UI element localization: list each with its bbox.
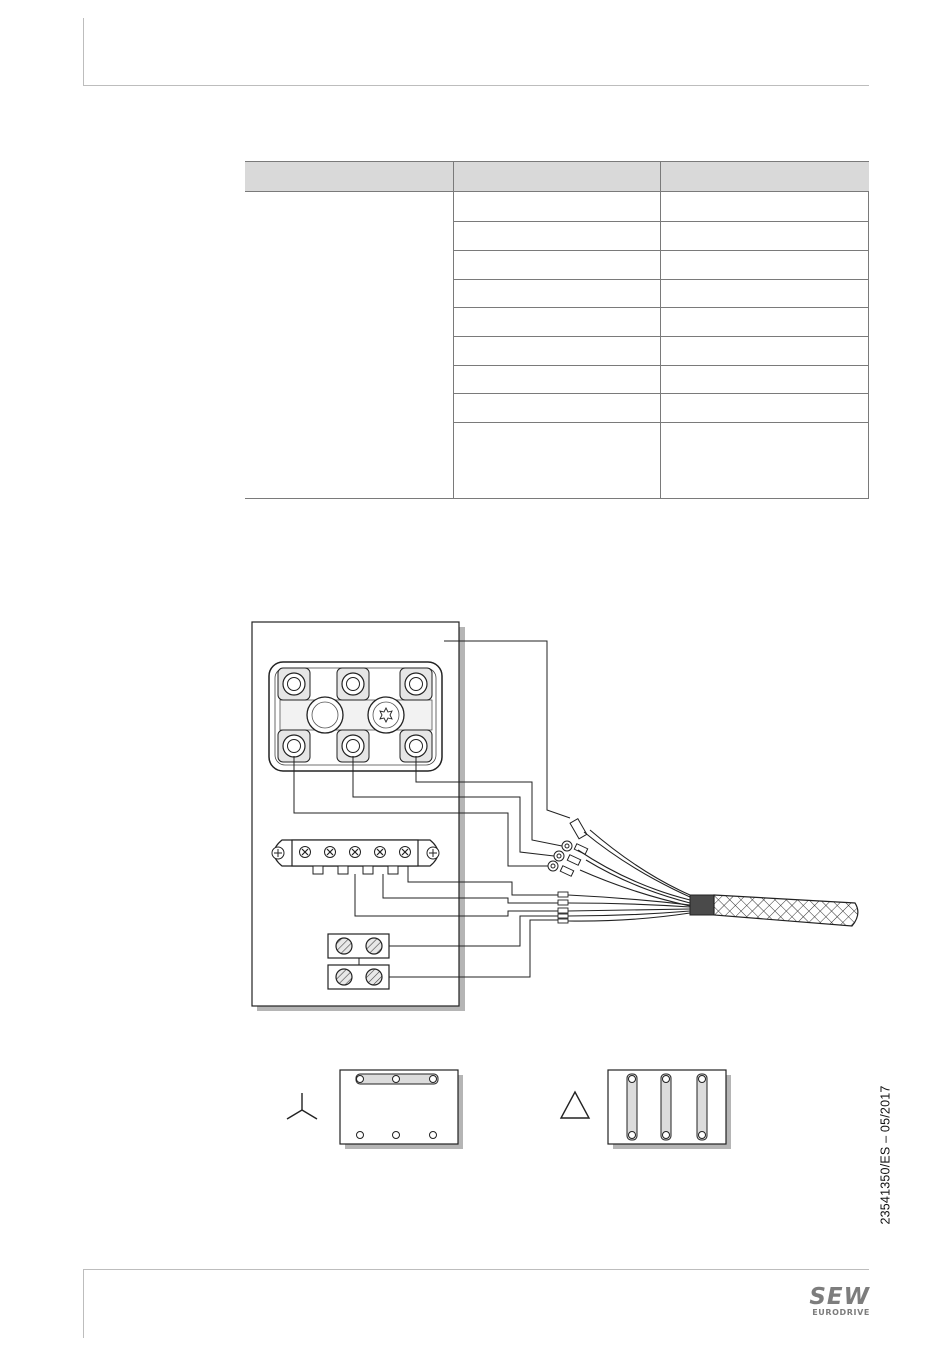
footer-rule-vertical [83, 1270, 84, 1338]
terminal-stud-v1 [337, 668, 369, 700]
terminal-stud-w1 [400, 668, 432, 700]
ring-lugs [548, 819, 588, 877]
wye-jumper-board [340, 1070, 463, 1149]
motor-terminal-board [269, 662, 442, 771]
logo-subbrand: EURODRIVE [812, 1308, 870, 1317]
wye-connection-symbol [287, 1093, 317, 1119]
delta-connection-symbol [561, 1092, 589, 1118]
footer-rule-horizontal [83, 1269, 869, 1270]
delta-jumper-board [608, 1070, 731, 1149]
sew-eurodrive-logo [796, 1286, 870, 1316]
document-code [866, 1070, 906, 1240]
wire-ferrules [558, 892, 568, 923]
cable-conductors [568, 830, 690, 921]
terminal-stud-u1 [278, 668, 310, 700]
screw-terminal-pair-upper [328, 934, 389, 958]
shielded-cable [690, 895, 858, 926]
document-code-text: 23541350/ES – 05/2017 [879, 1085, 894, 1225]
logo-brand: SEW [809, 1284, 870, 1310]
screw-terminal-pair-lower [328, 965, 389, 989]
